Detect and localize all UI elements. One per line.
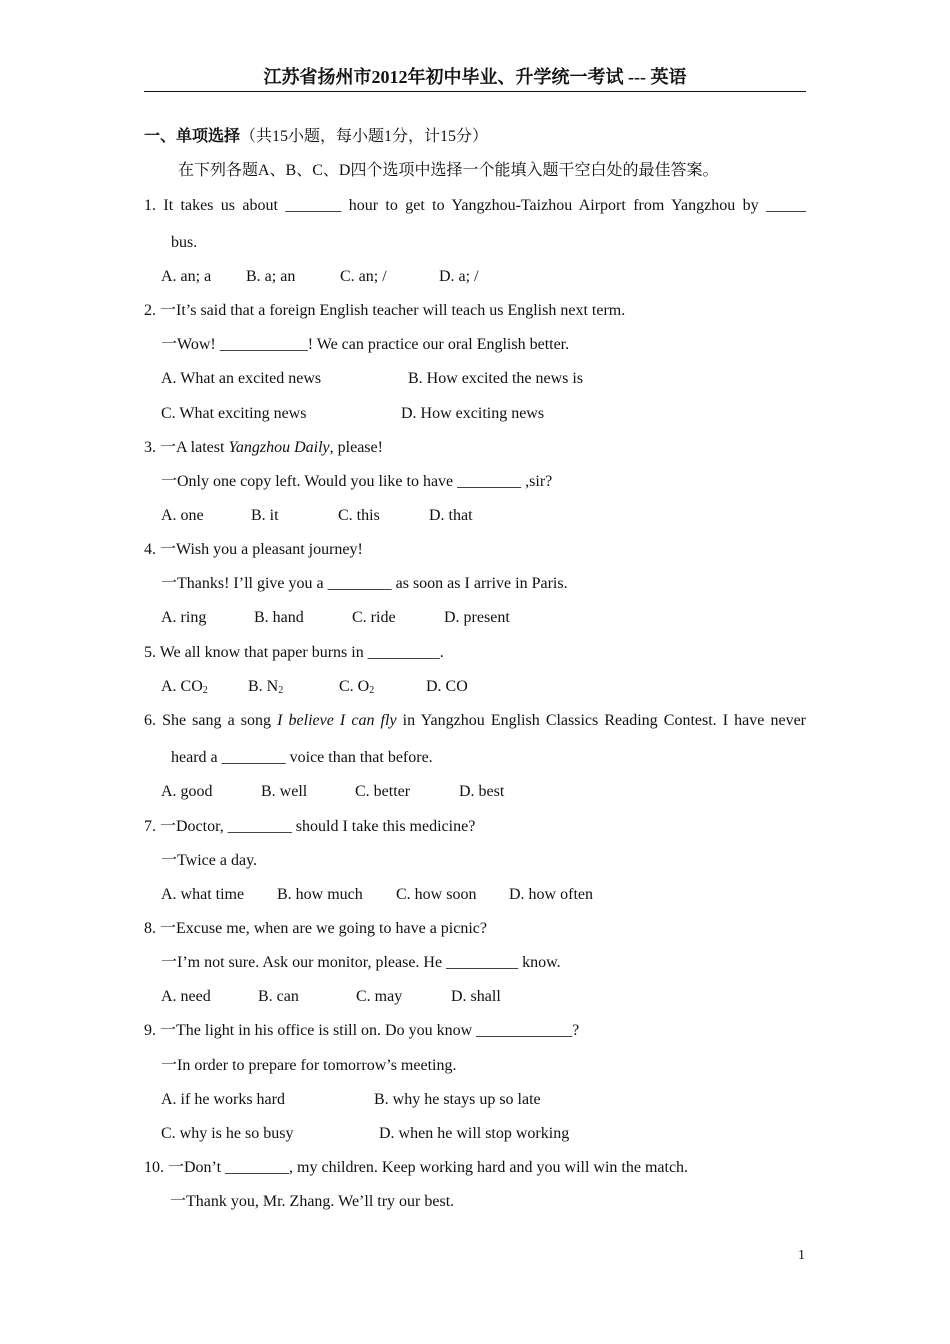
question-3-stem-start: 3. 一A latest xyxy=(144,439,229,456)
question-1-option-d: D. a; / xyxy=(439,268,479,285)
question-5-option-d xyxy=(426,677,468,697)
question-6-stem xyxy=(144,711,806,731)
song-title: I believe I can fly xyxy=(277,712,397,729)
question-10-stem: 10. 一Don’t ________, my children. Keep working hard and you will win the match. xyxy=(144,1159,689,1176)
question-2-option-d: D. How exciting news xyxy=(401,405,545,422)
question-6-stem-end: in Yangzhou English Classics Reading Contest. I have never xyxy=(396,712,806,729)
question-4-reply: 一Thanks! I’ll give you a ________ as soon as I arrive in Paris. xyxy=(161,575,568,592)
question-6-option-b: B. well xyxy=(261,783,308,800)
question-4-option-b: B. hand xyxy=(254,609,304,626)
question-2-stem: 2. 一It’s said that a foreign English teacher will teach us English next term. xyxy=(144,302,626,319)
question-5-option-c xyxy=(339,677,374,701)
question-7-option-b: B. how much xyxy=(277,886,363,903)
question-4-option-a: A. ring xyxy=(161,609,207,626)
question-8-option-a: A. need xyxy=(161,988,211,1005)
question-8-stem: 8. 一Excuse me, when are we going to have a picnic? xyxy=(144,920,487,937)
question-9-stem: 9. 一The light in his office is still on. Do you know ____________? xyxy=(144,1022,580,1039)
question-1-option-a: A. an; a xyxy=(161,268,212,285)
question-1-stem-continued: bus. xyxy=(171,234,198,251)
question-7-option-c: C. how soon xyxy=(396,886,477,903)
section-instruction: 在下列各题A、B、C、D四个选项中选择一个能填入题干空白处的最佳答案。 xyxy=(178,162,719,179)
question-1-stem: 1. It takes us about _______ hour to get to Yangzhou-Taizhou Airport from Yangzhou by _____ xyxy=(144,197,806,214)
option-text: B. N xyxy=(248,678,279,695)
question-9-reply: 一In order to prepare for tomorrow’s meeting. xyxy=(161,1057,457,1074)
question-3-option-a: A. one xyxy=(161,507,204,524)
question-3-reply: 一Only one copy left. Would you like to have ________ ,sir? xyxy=(161,473,553,490)
question-5-option-b xyxy=(248,677,283,701)
option-text: C. O xyxy=(339,678,370,695)
question-3-stem xyxy=(144,438,383,458)
question-3-option-b: B. it xyxy=(251,507,279,524)
section-note: （共15小题，每小题1分，计15分） xyxy=(240,128,489,145)
question-8-option-d: D. shall xyxy=(451,988,501,1005)
subscript: 2 xyxy=(369,685,375,696)
question-8-option-c: C. may xyxy=(356,988,403,1005)
question-8-reply: 一I’m not sure. Ask our monitor, please. He _________ know. xyxy=(161,954,561,971)
question-7-option-d: D. how often xyxy=(509,886,593,903)
question-6-option-c: C. better xyxy=(355,783,411,800)
question-6-stem-start: 6. She sang a song xyxy=(144,712,278,729)
question-8-option-b: B. can xyxy=(258,988,299,1005)
question-1-option-c: C. an; / xyxy=(340,268,387,285)
question-2-reply: 一Wow! ___________! We can practice our oral English better. xyxy=(161,336,570,353)
question-1-option-b: B. a; an xyxy=(246,268,296,285)
option-text: A. CO xyxy=(161,678,203,695)
page-number: 1 xyxy=(798,1248,805,1263)
question-2-option-a: A. What an excited news xyxy=(161,370,322,387)
document-title: 江苏省扬州市2012年初中毕业、升学统一考试 --- 英语 xyxy=(144,65,806,92)
question-2-option-b: B. How excited the news is xyxy=(408,370,584,387)
subscript: 2 xyxy=(278,685,284,696)
question-3-option-d: D. that xyxy=(429,507,473,524)
question-9-option-d: D. when he will stop working xyxy=(379,1125,570,1142)
question-5-stem: 5. We all know that paper burns in _________. xyxy=(144,644,444,661)
question-3-option-c: C. this xyxy=(338,507,380,524)
question-6-option-a: A. good xyxy=(161,783,213,800)
question-9-option-b: B. why he stays up so late xyxy=(374,1091,541,1108)
question-4-stem: 4. 一Wish you a pleasant journey! xyxy=(144,541,363,558)
question-2-option-c: C. What exciting news xyxy=(161,405,307,422)
question-7-reply: 一Twice a day. xyxy=(161,852,258,869)
question-9-option-a: A. if he works hard xyxy=(161,1091,285,1108)
question-4-option-d: D. present xyxy=(444,609,510,626)
question-9-option-c: C. why is he so busy xyxy=(161,1125,294,1142)
question-10-reply: 一Thank you, Mr. Zhang. We’ll try our best. xyxy=(170,1193,455,1210)
question-7-option-a: A. what time xyxy=(161,886,245,903)
question-5-option-a xyxy=(161,677,208,701)
question-4-option-c: C. ride xyxy=(352,609,396,626)
newspaper-title: Yangzhou Daily xyxy=(228,439,330,456)
question-7-stem: 7. 一Doctor, ________ should I take this medicine? xyxy=(144,818,476,835)
question-6-option-d: D. best xyxy=(459,783,505,800)
question-3-stem-end: , please! xyxy=(329,439,383,456)
section-heading xyxy=(144,127,488,147)
section-title: 一、单项选择 xyxy=(144,128,241,145)
question-6-stem-continued: heard a ________ voice than that before. xyxy=(171,749,433,766)
option-text: D. CO xyxy=(426,678,468,695)
subscript: 2 xyxy=(202,685,208,696)
